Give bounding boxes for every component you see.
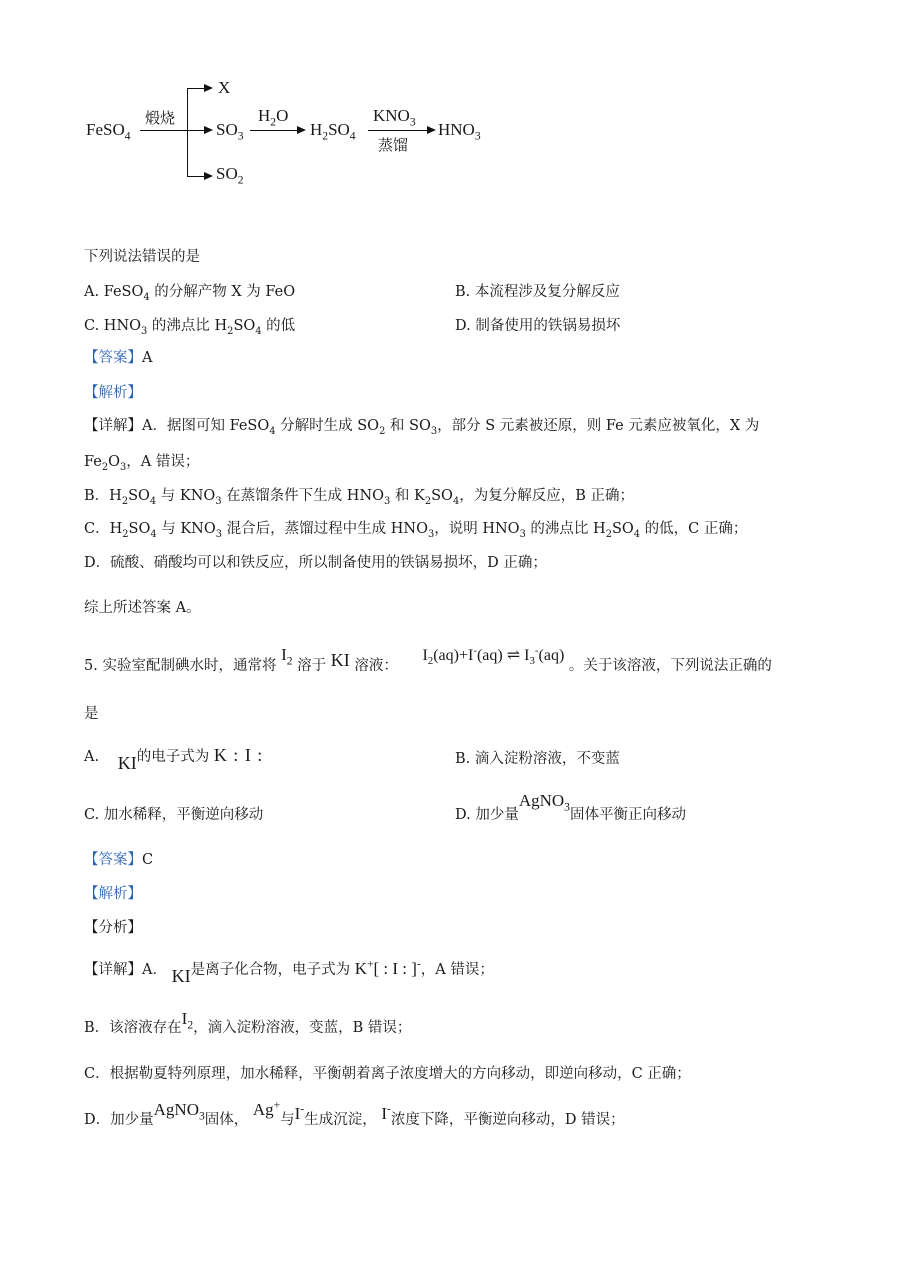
q5-detail-a-formula: K+[ : I : ]- (354, 957, 421, 978)
q4-detail-line1: 【详解】A．据图可知 FeSO$_4$ 分解时生成 $SO_2$ 和 $SO_3$，部分 S 元素被还原，则 Fe 元素应被氧化，X 为 (84, 418, 760, 437)
q4-detail-c: C．$H_2SO_4$ 与 $KNO_3$ 混合后，蒸馏过程中生成 $HNO_3$，说明 $HNO_3$ 的沸点比 $H_2SO_4$ 的低，C 正确； (84, 521, 748, 540)
flow-arrow-kno3 (368, 130, 428, 131)
q4-detail-line2: $Fe_2O_3$，A 错误； (84, 454, 200, 473)
flow-arrowhead-so3 (204, 126, 213, 134)
q4-analysis-label: 【解析】 (84, 385, 142, 401)
flow-h2o: $H_2O$ (258, 106, 289, 129)
flow-arrowhead-so2 (204, 172, 213, 180)
q4-answer: 【答案】A (84, 350, 153, 366)
q5-stem-i2: $I_2$ (281, 645, 293, 668)
q5-option-b[interactable]: B. 滴入淀粉溶液，不变蓝 (455, 751, 620, 767)
flow-main-line (140, 130, 188, 131)
flow-branch-x (187, 88, 205, 89)
q4-summary: 综上所述答案 A。 (84, 600, 201, 616)
q4-detail-b: B．$H_2SO_4$ 与 $KNO_3$ 在蒸馏条件下生成 $HNO_3$ 和 $K_2SO_4$，为复分解反应，B 正确； (84, 488, 634, 507)
flow-hno3: $HNO_3$ (438, 120, 481, 143)
q5-equilibrium: $I_2(aq)+I^-(aq)$ ⇌ $I_3^-(aq)$ (422, 644, 565, 668)
q4-stem: 下列说法错误的是 (84, 249, 200, 265)
flow-h2so4: $H_2SO_4$ (310, 120, 356, 143)
flow-kno3: $KNO_3$ (373, 106, 416, 129)
flow-so3: $SO_3$ (216, 120, 244, 143)
q5-stem-line1: 5. 实验室配制碘水时，通常将 $I_2$ 溶于 KI 溶液： $I_2(aq)+I^-(aq)$ ⇌ $I_3^-(aq)$ 。关于该溶液，下列说法正确的 (84, 644, 772, 674)
q4-option-b[interactable]: B. 本流程涉及复分解反应 (455, 284, 620, 300)
q5-option-d[interactable]: D. 加少量AgNO$_3$固体平衡正向移动 (455, 791, 686, 823)
flow-distill-label: 蒸馏 (378, 136, 409, 154)
q5-analysis-label: 【解析】 (84, 886, 142, 902)
flow-arrowhead-kno3 (427, 126, 436, 134)
flow-branch-so3 (187, 130, 205, 131)
q5-stem-line2: 是 (84, 706, 99, 722)
flow-x: X (218, 78, 231, 97)
q5-detail-c: C．根据勒夏特列原理，加水稀释，平衡朝着离子浓度增大的方向移动，即逆向移动，C 正确； (84, 1066, 691, 1082)
q5-option-a-formula: K : I : (213, 745, 264, 765)
q4-option-c[interactable]: C. $HNO_3$ 的沸点比 $H_2SO_4$ 的低 (84, 318, 296, 337)
q5-analysis-sub: 【分析】 (84, 920, 142, 936)
flow-calcine-label: 煅烧 (145, 109, 176, 127)
q5-answer: 【答案】C (84, 852, 154, 868)
q4-detail-d: D．硫酸、硝酸均可以和铁反应，所以制备使用的铁锅易损坏，D 正确； (84, 555, 547, 571)
q5-detail-d: D．加少量AgNO$_3$固体， Ag+与I-生成沉淀， I-浓度下降，平衡逆向移动，D 错误； (84, 1098, 625, 1128)
flow-feso4: FeSO$_4$ (86, 120, 131, 143)
flow-arrow-h2o (250, 130, 298, 131)
q4-option-a[interactable]: A. FeSO$_4$ 的分解产物 X 为 FeO (84, 284, 296, 303)
flow-branch-line (187, 88, 188, 176)
flow-so2: $SO_2$ (216, 164, 244, 187)
q5-detail-a: 【详解】A． KI是离子化合物，电子式为 K+[ : I : ]-，A 错误； (84, 957, 494, 986)
q5-option-c[interactable]: C. 加水稀释，平衡逆向移动 (84, 807, 264, 823)
q4-option-d[interactable]: D. 制备使用的铁锅易损坏 (455, 318, 621, 334)
flow-arrowhead-h2o (297, 126, 306, 134)
q5-detail-b: B．该溶液存在$I_2$，滴入淀粉溶液，变蓝，B 错误； (84, 1009, 412, 1036)
q5-option-a[interactable]: A. KI的电子式为 K : I : (84, 745, 264, 773)
flow-branch-so2 (187, 176, 205, 177)
flow-arrowhead-x (204, 84, 213, 92)
